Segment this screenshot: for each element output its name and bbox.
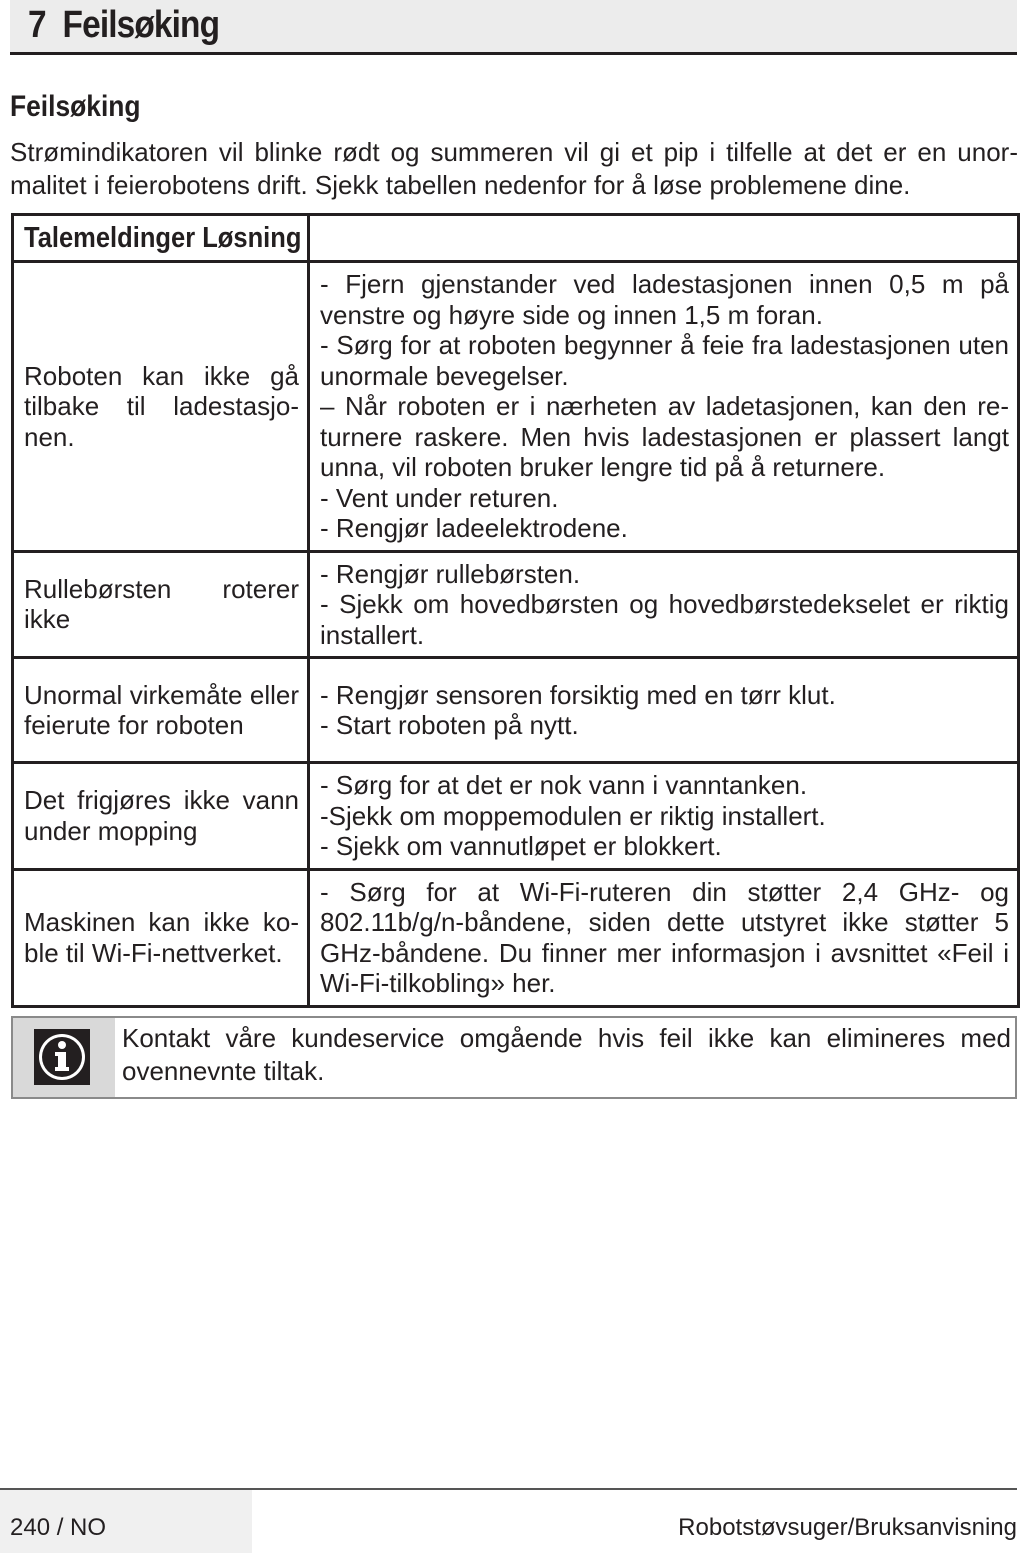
chapter-header [10,0,1017,55]
solution-cell [309,262,1019,552]
solution-line: - Sørg for at roboten begynner å feie fra ladestasjonen uten unormale bevegelser. [320,330,1009,391]
troubleshooting-table [11,213,1020,1008]
chapter-title [28,4,219,47]
page-number: 240 / NO [10,1514,107,1541]
info-icon-cell [13,1018,115,1097]
solution-cell [309,869,1019,1006]
message-cell: Det frigjøres ikke vann under mopping [13,763,309,870]
solution-line: – Når roboten er i nærheten av ladetasjonen, kan den returnere raskere. Men hvis ladestasjonen er plassert langt unna, vil roboten bruker lengre tid på å returnere. [320,391,1009,482]
solution-line: - Rengjør ladeelektrodene. [320,513,628,543]
table-row [13,262,1019,552]
info-note [11,1016,1017,1099]
message-cell: Maskinen kan ikke koble til Wi-Fi-nettverket. [13,869,309,1006]
solution-line: - Sjekk om vannutløpet er blokkert. [320,831,722,861]
solution-line: - Sjekk om hovedbørsten og hovedbørstedekselet er riktig installert. [320,589,1009,650]
solution-line: - Rengjør rullebørsten. [320,558,581,589]
info-icon [33,1028,91,1086]
document-title: Robotstøvsuger/Bruksanvisning [678,1514,1017,1541]
message-cell: Rullebørsten roterer ikke [13,551,309,658]
solution-line: - Start roboten på nytt. [320,710,579,740]
table-header-row [13,215,1019,262]
table-header-cell-empty [309,215,1019,262]
note-text: Kontakt våre kundeservice omgående hvis feil ikke kan elimineres med ovennevnte tiltak. [122,1023,1011,1086]
solution-line: - Sørg for at det er nok vann i vanntanken. [320,770,808,800]
solution-cell [309,763,1019,870]
message-cell: Unormal virkemåte eller feierute for roboten [13,658,309,763]
solution-cell [309,658,1019,763]
table-row [13,869,1019,1006]
table-header-text: Talemeldinger Løsning [24,221,302,254]
solution-cell [309,551,1019,658]
table-row [13,551,1019,658]
solution-line: - Rengjør sensoren forsiktig med en tørr klut. [320,679,836,710]
table-header-cell [13,215,309,262]
solution-line: - Vent under returen. [320,482,559,513]
intro-paragraph: Strømindikatoren vil blinke rødt og summeren vil gi et pip i tilfelle at det er en unormalitet i feierobotens drift. Sjekk tabellen nedenfor for å løse problemene dine. [10,137,1018,200]
section-heading: Feilsøking [10,90,141,123]
solution-line: -Sjekk om moppemodulen er riktig installert. [320,800,826,831]
chapter-title-text: Feilsøking [62,4,220,46]
chapter-number: 7 [28,4,46,46]
solution-line: - Fjern gjenstander ved ladestasjonen innen 0,5 m på venstre og høyre side og innen 1,5 m foran. [320,269,1009,330]
message-cell: Roboten kan ikke gå tilbake til ladestasjonen. [13,262,309,552]
table-row [13,658,1019,763]
table-row [13,763,1019,870]
solution-line: - Sørg for at Wi-Fi-ruteren din støtter 2,4 GHz- og 802.11b/g/n-båndene, siden dette utstyret ikke støtter 5 GHz-båndene. Du finner mer informasjon i avsnittet «Feil i Wi-Fi-tilkobling» her. [320,876,1009,998]
